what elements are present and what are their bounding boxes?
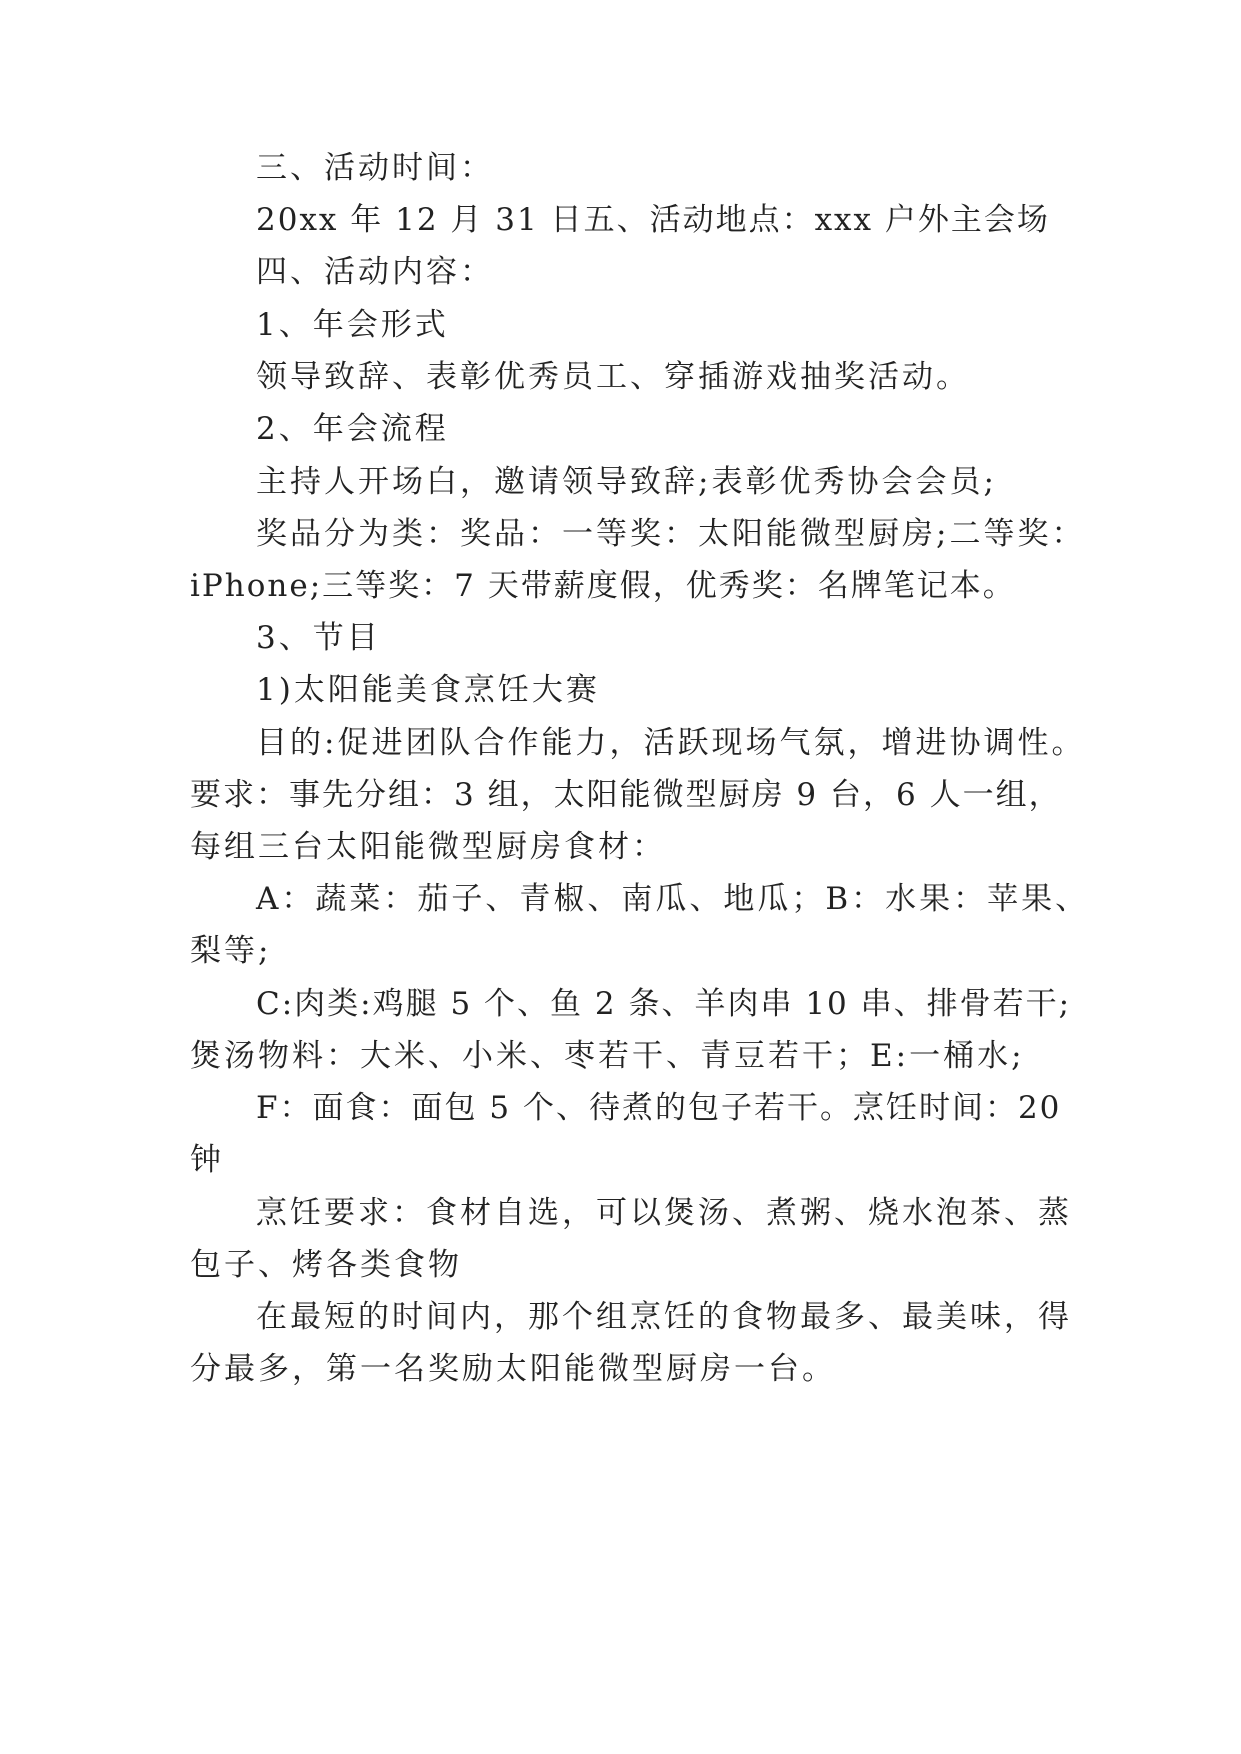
paragraph-time-location: 20xx 年 12 月 31 日五、活动地点：xxx 户外主会场: [256, 202, 1050, 238]
subheading-process: 2、年会流程: [256, 411, 449, 447]
paragraph-ingredients-c-cont: 煲汤物料：大米、小米、枣若干、青豆若干；E:一桶水;: [190, 1038, 1025, 1074]
section-heading-time: 三、活动时间：: [256, 150, 494, 186]
paragraph-ingredients-a-b: A：蔬菜：茄子、青椒、南瓜、地瓜；B：水果：苹果、: [256, 881, 1090, 917]
paragraph-prizes-cont: iPhone;三等奖：7 天带薪度假，优秀奖：名牌笔记本。: [190, 568, 1016, 604]
paragraph-ingredients-a-b-cont: 梨等;: [190, 933, 272, 969]
paragraph-cooking-rules-cont: 包子、烤各类食物: [190, 1247, 462, 1283]
paragraph-cooking-rules: 烹饪要求：食材自选，可以煲汤、煮粥、烧水泡茶、蒸: [256, 1195, 1072, 1231]
subheading-cooking-contest: 1)太阳能美食烹饪大赛: [256, 672, 600, 708]
paragraph-scoring-cont: 分最多，第一名奖励太阳能微型厨房一台。: [190, 1351, 836, 1387]
section-heading-content: 四、活动内容：: [256, 254, 494, 290]
paragraph-process: 主持人开场白，邀请领导致辞;表彰优秀协会会员;: [256, 464, 997, 500]
paragraph-requirements-cont: 每组三台太阳能微型厨房食材：: [190, 829, 666, 865]
paragraph-ingredients-f: F：面食：面包 5 个、待煮的包子若干。烹饪时间：20: [256, 1090, 1062, 1126]
paragraph-scoring: 在最短的时间内，那个组烹饪的食物最多、最美味，得: [256, 1299, 1072, 1335]
paragraph-purpose: 目的:促进团队合作能力，活跃现场气氛，增进协调性。: [256, 725, 1086, 761]
paragraph-ingredients-c: C:肉类:鸡腿 5 个、鱼 2 条、羊肉串 10 串、排骨若干;: [256, 986, 1072, 1022]
paragraph-ingredients-f-cont: 钟: [190, 1142, 224, 1178]
paragraph-requirements: 要求：事先分组：3 组，太阳能微型厨房 9 台，6 人一组，: [190, 777, 1062, 813]
subheading-program: 3、节目: [256, 620, 381, 656]
paragraph-format: 领导致辞、表彰优秀员工、穿插游戏抽奖活动。: [256, 359, 970, 395]
paragraph-prizes: 奖品分为类：奖品：一等奖：太阳能微型厨房;二等奖：: [256, 516, 1086, 552]
subheading-format: 1、年会形式: [256, 307, 449, 343]
